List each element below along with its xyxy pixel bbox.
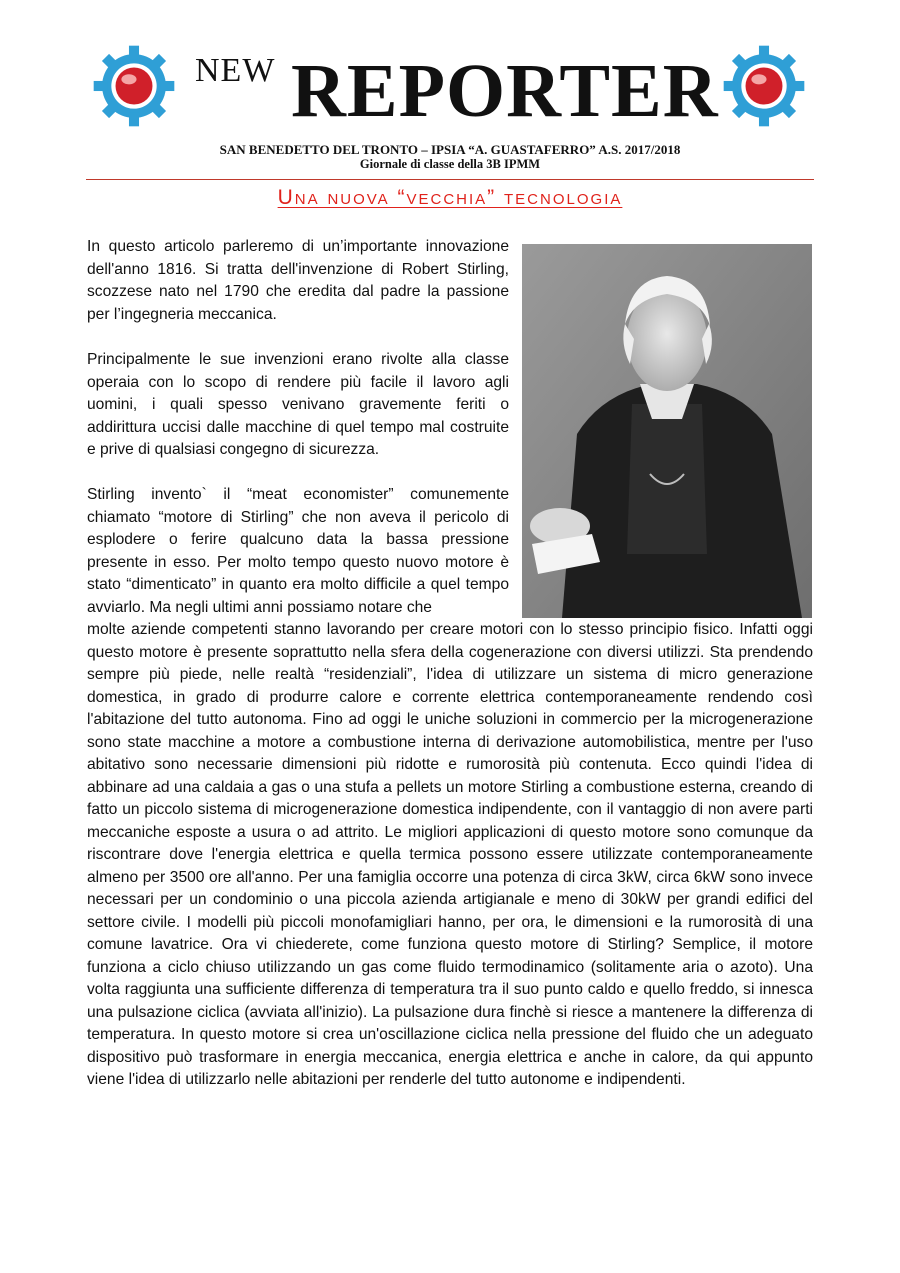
robert-stirling-portrait bbox=[522, 244, 812, 618]
article-paragraph-3: Stirling invento` il “meat economister” comunemente chiamato “motore di Stirling” che non aveva il pericolo di esplodere o ferire qualcuno data la bassa pressione presente in esso. Per molto tempo questo nuovo motore è stato “dimenticato” in quanto era molto difficile a quel tempo avviarlo. Ma negli ultimi anni possiamo notare che bbox=[87, 486, 509, 616]
article-paragraph-1: In questo articolo parleremo di un’importante innovazione dell'anno 1816. Si tratta dell'invenzione di Robert Stirling, scozzese nato nel 1790 che eredita dal padre la passione per l’ingegneria meccanica. bbox=[87, 238, 509, 323]
school-info-line: SAN BENEDETTO DEL TRONTO – IPSIA “A. GUASTAFERRO” A.S. 2017/2018 bbox=[219, 142, 681, 157]
masthead-prefix: NEW bbox=[195, 52, 276, 89]
article-paragraph-4: molte aziende competenti stanno lavorando per creare motori con lo stesso principio fisico. Infatti oggi questo motore è presente soprattutto nella sfera della cogenerazione con diversi utilizzi. Sta prendendo sempre più piede, nelle realtà “residenziali”, l'idea di utilizzare un sistema di micro generazione domestica, in grado di produrre calore e corrente elettrica contemporaneamente rendendo così l'abitazione del tutto autonoma. Fino ad oggi le uniche soluzioni in commercio per la microgenerazione sono state macchine a motore a combustione interna di derivazione automobilistica, mentre per l'uso abitativo sono necessarie dimensioni più ridotte e rumorosità più contenuta. Ecco quindi l'idea di abbinare ad una caldaia a gas o una stufa a pellets un motore Stirling a combustione esterna, creando di fatto un piccolo sistema di microgenerazione domestica indipendente, con il vantaggio di non avere parti meccaniche esposte a usura o ad attrito. Le migliori applicazioni di questo motore sono comunque da riscontrare dove l'energia elettrica e quella termica possono essere utilizzate contemporaneamente almeno per 3500 ore all'anno. Per una famiglia occorre una potenza di circa 3kW, circa 6kW sono invece necessari per un condominio o una piccola azienda artigianale e meno di 30kW per grandi edifici del settore civile. I modelli più piccoli monofamigliari hanno, per ora, le dimensioni e la rumorosità di una comune lavatrice. Ora vi chiederete, come funziona questo motore di Stirling? Semplice, il motore funziona a ciclo chiuso utilizzando un gas come fluido termodinamico (solitamente aria o azoto). Una volta raggiunta una sufficiente differenza di temperatura tra il suo punto caldo e quello freddo, si innesca una pulsazione ciclica (avviata all'inizio). La pulsazione dura finchè si riesce a mantenere la differenza di temperatura. In questo motore si crea un'oscillazione ciclica nella pressione del fluido che un adeguato dispositivo può trasformare in energia meccanica, energia elettrica e anche in calore, da qui appunto viene l'idea di utilizzarlo nelle abitazioni per renderle del tutto autonome e indipendenti. bbox=[87, 621, 813, 1088]
article-headline: Una nuova “vecchia” tecnologia bbox=[277, 186, 623, 209]
masthead-title: REPORTER bbox=[291, 49, 719, 133]
school-gear-logo-left-icon bbox=[92, 44, 176, 128]
class-info-line: Giornale di classe della 3B IPMM bbox=[359, 157, 541, 171]
article-paragraph-2: Principalmente le sue invenzioni erano rivolte alla classe operaia con lo scopo di rendere più facile il lavoro agli uomini, i quali spesso venivano gravemente feriti o addirittura uccisi dalle macchine di quel tempo mal costruite e prive di qualsiasi congegno di sicurezza. bbox=[87, 351, 509, 458]
header-divider bbox=[86, 179, 814, 180]
masthead bbox=[195, 38, 719, 133]
school-gear-logo-right-icon bbox=[722, 44, 806, 128]
